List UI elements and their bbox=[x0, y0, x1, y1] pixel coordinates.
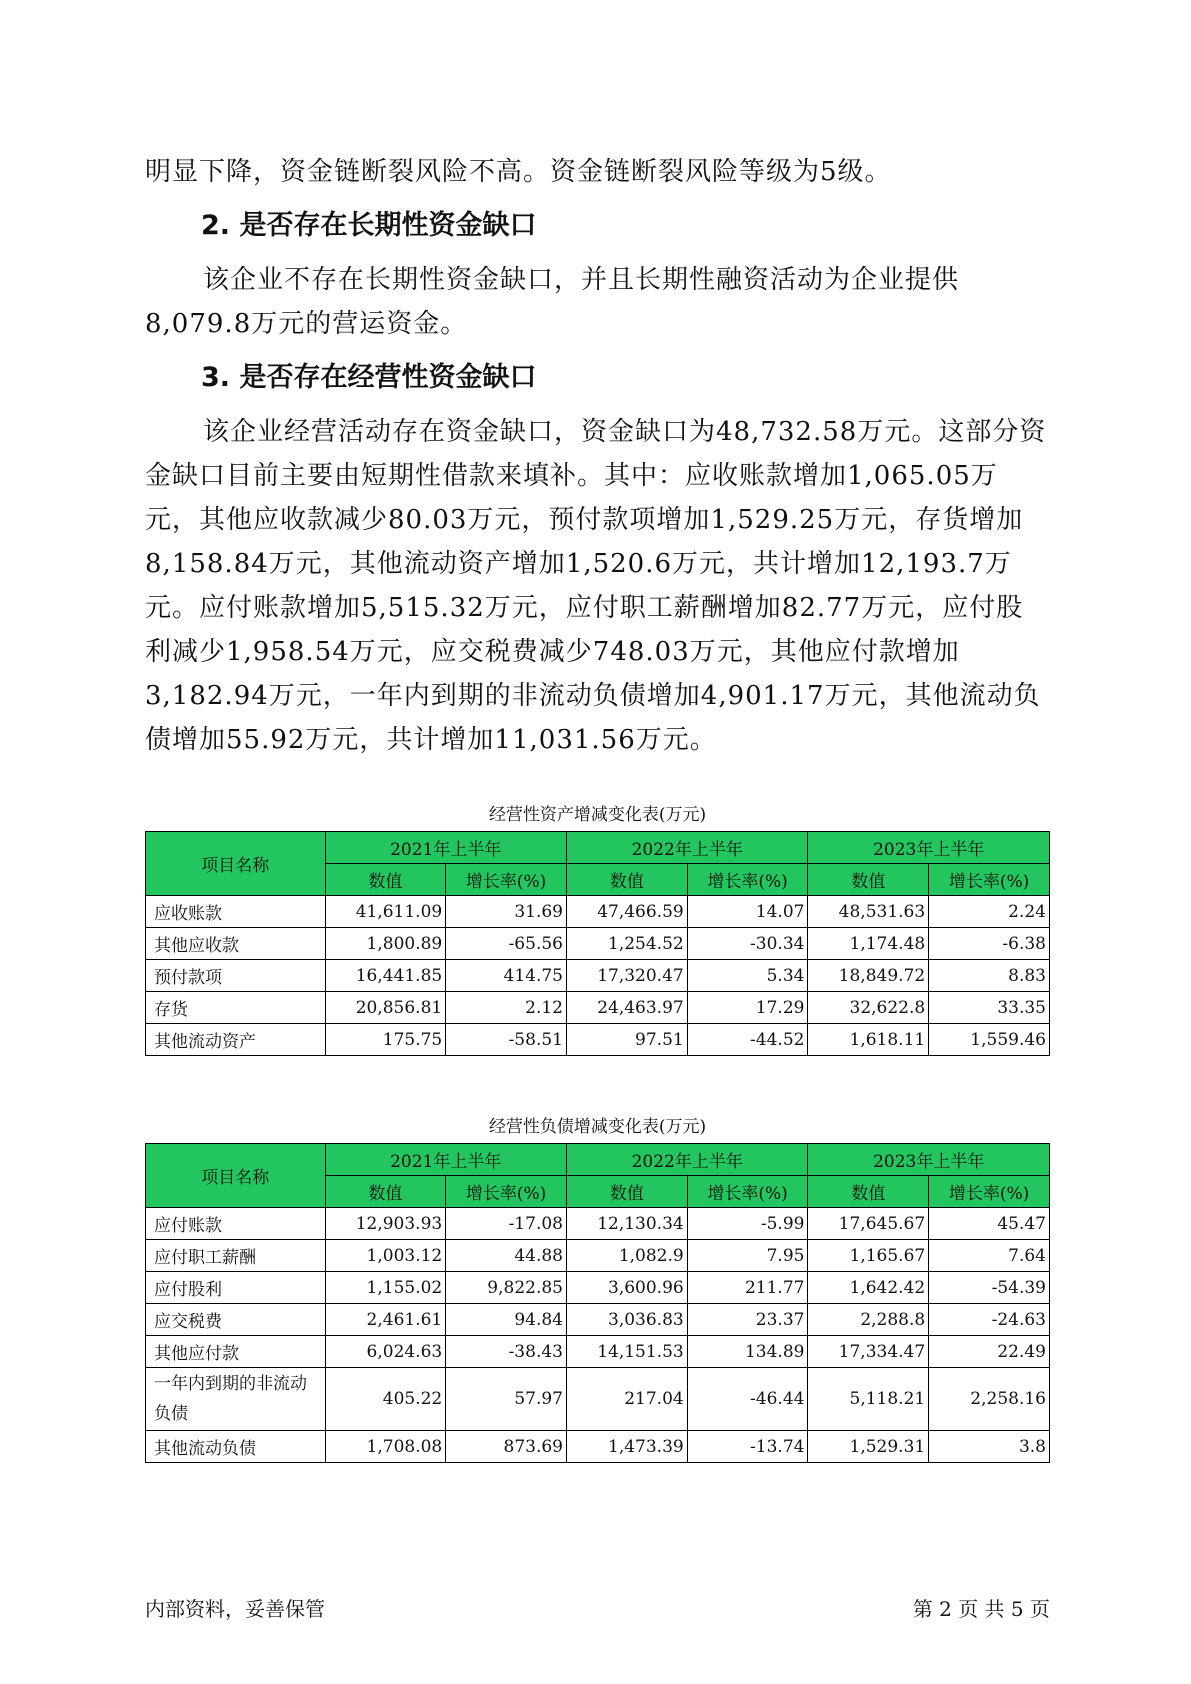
cell-value: 1,165.67 bbox=[808, 1240, 929, 1272]
cell-value: 41,611.09 bbox=[325, 896, 446, 928]
cell-growth: 3.8 bbox=[929, 1431, 1050, 1463]
cell-value: 405.22 bbox=[325, 1368, 446, 1431]
cell-growth: -24.63 bbox=[929, 1304, 1050, 1336]
cell-growth: 17.29 bbox=[687, 992, 808, 1024]
header-item-name: 项目名称 bbox=[146, 1144, 326, 1208]
table-row bbox=[146, 1272, 1050, 1304]
paragraph-risk-summary: 明显下降，资金链断裂风险不高。资金链断裂风险等级为5级。 bbox=[145, 157, 892, 187]
header-growth: 增长率(%) bbox=[929, 864, 1050, 896]
header-item-name: 项目名称 bbox=[146, 832, 326, 896]
table-row bbox=[146, 960, 1050, 992]
cell-growth: 7.95 bbox=[687, 1240, 808, 1272]
cell-growth: 23.37 bbox=[687, 1304, 808, 1336]
cell-growth: -5.99 bbox=[687, 1208, 808, 1240]
cell-growth: -13.74 bbox=[687, 1431, 808, 1463]
cell-growth: 8.83 bbox=[929, 960, 1050, 992]
cell-value: 175.75 bbox=[325, 1024, 446, 1056]
document-page bbox=[145, 150, 1050, 1463]
cell-value: 3,036.83 bbox=[566, 1304, 687, 1336]
cell-growth: 2,258.16 bbox=[929, 1368, 1050, 1431]
header-value: 数值 bbox=[808, 864, 929, 896]
cell-growth: 414.75 bbox=[446, 960, 567, 992]
cell-value: 48,531.63 bbox=[808, 896, 929, 928]
cell-growth: 22.49 bbox=[929, 1336, 1050, 1368]
cell-value: 16,441.85 bbox=[325, 960, 446, 992]
footer-confidential-note: 内部资料，妥善保管 bbox=[145, 1597, 325, 1621]
row-label: 应付职工薪酬 bbox=[146, 1240, 326, 1272]
cell-value: 1,618.11 bbox=[808, 1024, 929, 1056]
cell-growth: 5.34 bbox=[687, 960, 808, 992]
cell-growth: -38.43 bbox=[446, 1336, 567, 1368]
header-value: 数值 bbox=[325, 1176, 446, 1208]
cell-value: 1,529.31 bbox=[808, 1431, 929, 1463]
cell-growth: 211.77 bbox=[687, 1272, 808, 1304]
cell-value: 32,622.8 bbox=[808, 992, 929, 1024]
cell-value: 12,903.93 bbox=[325, 1208, 446, 1240]
table-row bbox=[146, 992, 1050, 1024]
cell-value: 97.51 bbox=[566, 1024, 687, 1056]
header-growth: 增长率(%) bbox=[446, 1176, 567, 1208]
cell-value: 1,254.52 bbox=[566, 928, 687, 960]
cell-growth: 94.84 bbox=[446, 1304, 567, 1336]
cell-value: 17,334.47 bbox=[808, 1336, 929, 1368]
cell-growth: 44.88 bbox=[446, 1240, 567, 1272]
paragraph-operating-gap: 该企业经营活动存在资金缺口，资金缺口为48,732.58万元。这部分资金缺口目前主要由短期性借款来填补。其中：应收账款增加1,065.05万元，其他应收款减少80.03万元，预付款项增加1,529.25万元，存货增加8,158.84万元，其他流动资产增加1,520.6万元，共计增加12,193.7万元。应付账款增加5,515.32万元，应付职工薪酬增加82.77万元，应付股利减少1,958.54万元，应交税费减少748.03万元，其他应付款增加3,182.94万元，一年内到期的非流动负债增加4,901.17万元，其他流动负债增加55.92万元，共计增加11,031.56万元。 bbox=[145, 417, 1047, 755]
cell-value: 5,118.21 bbox=[808, 1368, 929, 1431]
cell-growth: -65.56 bbox=[446, 928, 567, 960]
header-year-2023: 2023年上半年 bbox=[808, 1144, 1050, 1176]
row-label: 其他应收款 bbox=[146, 928, 326, 960]
cell-growth: 7.64 bbox=[929, 1240, 1050, 1272]
cell-growth: 14.07 bbox=[687, 896, 808, 928]
header-year-2022: 2022年上半年 bbox=[566, 832, 807, 864]
header-value: 数值 bbox=[325, 864, 446, 896]
table-row bbox=[146, 928, 1050, 960]
table-row bbox=[146, 1336, 1050, 1368]
cell-growth: 57.97 bbox=[446, 1368, 567, 1431]
row-label: 其他应付款 bbox=[146, 1336, 326, 1368]
header-growth: 增长率(%) bbox=[929, 1176, 1050, 1208]
row-label: 其他流动资产 bbox=[146, 1024, 326, 1056]
row-label: 应交税费 bbox=[146, 1304, 326, 1336]
cell-growth: -54.39 bbox=[929, 1272, 1050, 1304]
header-year-2023: 2023年上半年 bbox=[808, 832, 1050, 864]
table-row bbox=[146, 1431, 1050, 1463]
row-label: 应收账款 bbox=[146, 896, 326, 928]
cell-growth: 134.89 bbox=[687, 1336, 808, 1368]
cell-value: 1,708.08 bbox=[325, 1431, 446, 1463]
cell-growth: 2.24 bbox=[929, 896, 1050, 928]
liabilities-table-caption: 经营性负债增减变化表(万元) bbox=[488, 1117, 707, 1137]
heading-long-term-gap: 2. 是否存在长期性资金缺口 bbox=[201, 210, 537, 241]
header-year-2021: 2021年上半年 bbox=[325, 832, 566, 864]
cell-growth: -44.52 bbox=[687, 1024, 808, 1056]
cell-value: 20,856.81 bbox=[325, 992, 446, 1024]
liabilities-table bbox=[145, 1143, 1050, 1463]
header-growth: 增长率(%) bbox=[446, 864, 567, 896]
cell-growth: 2.12 bbox=[446, 992, 567, 1024]
cell-value: 1,174.48 bbox=[808, 928, 929, 960]
table-row bbox=[146, 1240, 1050, 1272]
assets-table-caption: 经营性资产增减变化表(万元) bbox=[488, 805, 707, 825]
header-value: 数值 bbox=[566, 1176, 687, 1208]
assets-table bbox=[145, 831, 1050, 1056]
cell-value: 17,320.47 bbox=[566, 960, 687, 992]
header-growth: 增长率(%) bbox=[687, 864, 808, 896]
cell-growth: 31.69 bbox=[446, 896, 567, 928]
cell-value: 6,024.63 bbox=[325, 1336, 446, 1368]
header-year-2022: 2022年上半年 bbox=[566, 1144, 807, 1176]
cell-growth: 33.35 bbox=[929, 992, 1050, 1024]
heading-operating-gap: 3. 是否存在经营性资金缺口 bbox=[201, 362, 537, 393]
header-value: 数值 bbox=[566, 864, 687, 896]
cell-value: 1,473.39 bbox=[566, 1431, 687, 1463]
header-growth: 增长率(%) bbox=[687, 1176, 808, 1208]
cell-value: 1,800.89 bbox=[325, 928, 446, 960]
row-label: 应付股利 bbox=[146, 1272, 326, 1304]
cell-growth: 45.47 bbox=[929, 1208, 1050, 1240]
table-row bbox=[146, 1208, 1050, 1240]
cell-value: 2,461.61 bbox=[325, 1304, 446, 1336]
row-label: 其他流动负债 bbox=[146, 1431, 326, 1463]
header-value: 数值 bbox=[808, 1176, 929, 1208]
table-row bbox=[146, 1304, 1050, 1336]
cell-growth: 873.69 bbox=[446, 1431, 567, 1463]
cell-value: 2,288.8 bbox=[808, 1304, 929, 1336]
paragraph-long-term-gap: 该企业不存在长期性资金缺口，并且长期性融资活动为企业提供8,079.8万元的营运资金。 bbox=[145, 265, 960, 339]
cell-growth: 9,822.85 bbox=[446, 1272, 567, 1304]
cell-value: 18,849.72 bbox=[808, 960, 929, 992]
cell-value: 1,155.02 bbox=[325, 1272, 446, 1304]
cell-value: 24,463.97 bbox=[566, 992, 687, 1024]
row-label: 预付款项 bbox=[146, 960, 326, 992]
cell-value: 47,466.59 bbox=[566, 896, 687, 928]
cell-value: 1,003.12 bbox=[325, 1240, 446, 1272]
row-label: 应付账款 bbox=[146, 1208, 326, 1240]
cell-value: 3,600.96 bbox=[566, 1272, 687, 1304]
cell-growth: -6.38 bbox=[929, 928, 1050, 960]
table-row bbox=[146, 1024, 1050, 1056]
cell-value: 14,151.53 bbox=[566, 1336, 687, 1368]
cell-value: 217.04 bbox=[566, 1368, 687, 1431]
cell-value: 12,130.34 bbox=[566, 1208, 687, 1240]
table-row bbox=[146, 1368, 1050, 1431]
cell-growth: -46.44 bbox=[687, 1368, 808, 1431]
cell-growth: 1,559.46 bbox=[929, 1024, 1050, 1056]
footer-page-number: 第 2 页 共 5 页 bbox=[912, 1597, 1050, 1621]
header-year-2021: 2021年上半年 bbox=[325, 1144, 566, 1176]
cell-value: 1,082.9 bbox=[566, 1240, 687, 1272]
table-row bbox=[146, 896, 1050, 928]
cell-value: 1,642.42 bbox=[808, 1272, 929, 1304]
cell-growth: -30.34 bbox=[687, 928, 808, 960]
cell-value: 17,645.67 bbox=[808, 1208, 929, 1240]
cell-growth: -58.51 bbox=[446, 1024, 567, 1056]
cell-growth: -17.08 bbox=[446, 1208, 567, 1240]
row-label: 一年内到期的非流动负债 bbox=[146, 1368, 326, 1431]
row-label: 存货 bbox=[146, 992, 326, 1024]
